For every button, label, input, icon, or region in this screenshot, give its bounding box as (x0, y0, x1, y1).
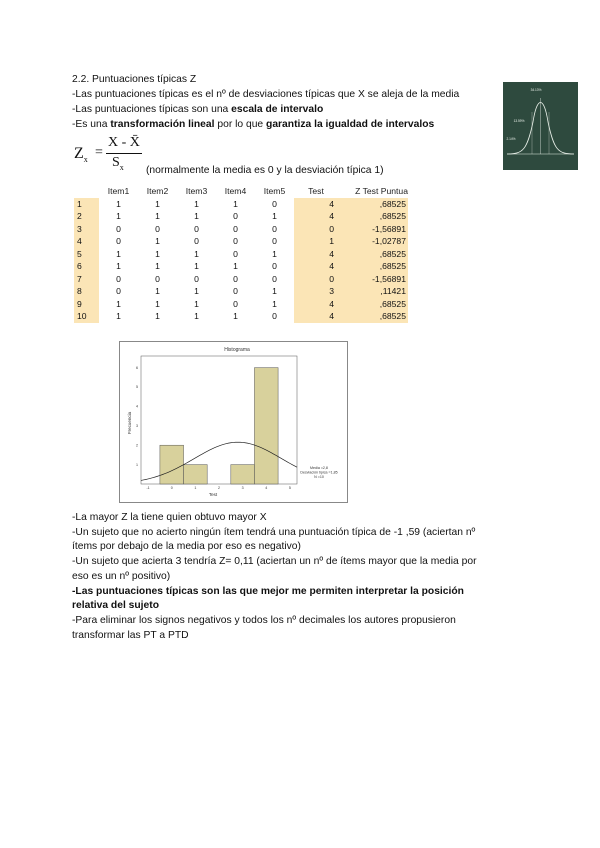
row-index: 1 (74, 198, 99, 211)
table-cell: 1 (155, 236, 160, 247)
table-cell: 0 (272, 261, 277, 272)
table-cell: 1 (272, 286, 277, 297)
table-cell: 0 (116, 273, 121, 284)
table-row (74, 235, 408, 248)
table-cell: 0 (272, 223, 277, 234)
scores-table (74, 185, 408, 323)
table-cell: 1 (233, 198, 238, 209)
table-cell: 1 (116, 311, 121, 322)
table-cell: 1 (116, 261, 121, 272)
table-cell: 4 (294, 310, 338, 323)
table-cell: 1 (194, 298, 199, 309)
row-index: 6 (74, 260, 99, 273)
table-cell: ,68525 (338, 260, 408, 273)
table-cell: 1 (272, 211, 277, 222)
y-tick-label: 4 (136, 404, 138, 409)
conclusions-line (72, 540, 301, 553)
conclusions-line (72, 570, 170, 583)
column-header: Z Test Puntua (355, 186, 408, 197)
formula-equals: = (95, 145, 103, 160)
table-cell: 1 (272, 248, 277, 259)
conclusions-line (72, 599, 159, 612)
histogram-bar (254, 368, 278, 484)
thumb-label-tail: 2.14% (506, 137, 516, 141)
table-cell: 1 (155, 261, 160, 272)
row-index: 8 (74, 285, 99, 298)
table-cell: 0 (294, 273, 338, 286)
column-header: Item1 (107, 186, 130, 197)
row-index: 2 (74, 210, 99, 223)
table-cell: 1 (155, 211, 160, 222)
conclusions-line (72, 555, 477, 568)
conclusions-line (72, 629, 189, 642)
normal-distribution-thumbnail (503, 82, 578, 170)
table-cell: 0 (155, 273, 160, 284)
table-cell: 1 (155, 298, 160, 309)
table-cell: -1,56891 (338, 273, 408, 286)
x-tick-label: 4 (265, 486, 268, 490)
histogram-bar (231, 465, 255, 484)
table-cell: -1,02787 (338, 235, 408, 248)
intro-line (72, 88, 459, 101)
table-cell: 0 (233, 286, 238, 297)
table-cell: ,68525 (338, 210, 408, 223)
thumb-label-mid: 13.59% (513, 119, 525, 123)
table-row (74, 260, 408, 273)
intro-text: por lo que (214, 119, 267, 130)
table-cell: 0 (233, 248, 238, 259)
table-cell: 0 (194, 236, 199, 247)
intro-line (72, 103, 323, 116)
conclusions-text: ítems por debajo de la media por eso es negativo) (72, 541, 301, 553)
column-header: Item5 (263, 186, 286, 197)
y-tick-label: 2 (136, 443, 138, 448)
chart-xlabel: Test (208, 492, 218, 497)
thumb-label-center: 34.13% (530, 88, 542, 92)
row-index: 3 (74, 223, 99, 236)
column-header: Item4 (224, 186, 247, 197)
table-cell: 1 (116, 211, 121, 222)
chart-ylabel: Frecuencia (127, 411, 132, 435)
table-header-row (74, 185, 408, 198)
table-cell: 0 (272, 236, 277, 247)
intro-line (72, 118, 434, 131)
table-cell: 1 (155, 198, 160, 209)
y-tick-label: 5 (136, 385, 138, 390)
table-cell: 1 (116, 298, 121, 309)
table-cell: 1 (155, 286, 160, 297)
table-cell: 4 (294, 260, 338, 273)
table-cell: 1 (233, 261, 238, 272)
formula-denominator: $S_x$ (112, 155, 124, 172)
table-row (74, 273, 408, 286)
table-cell: 1 (294, 235, 338, 248)
conclusions-line (72, 585, 464, 598)
x-tick-label: 1 (194, 486, 197, 490)
table-cell: ,11421 (338, 285, 408, 298)
table-cell: 4 (294, 298, 338, 311)
table-cell: 0 (155, 223, 160, 234)
x-tick-label: 5 (288, 486, 291, 490)
table-row (74, 210, 408, 223)
table-cell: 1 (233, 311, 238, 322)
table-cell: ,68525 (338, 310, 408, 323)
conclusions-line (72, 526, 475, 539)
intro-text: -Es una (72, 119, 111, 130)
y-tick-label: 1 (136, 462, 138, 467)
table-cell: 1 (194, 286, 199, 297)
table-cell: 0 (233, 273, 238, 284)
table-cell: -1,56891 (338, 223, 408, 236)
table-row (74, 298, 408, 311)
table-cell: 4 (294, 198, 338, 211)
table-cell: 4 (294, 210, 338, 223)
intro-text: transformación lineal (110, 119, 215, 130)
column-header: Item3 (185, 186, 208, 197)
chart-title: Histograma (224, 347, 250, 353)
row-index: 10 (74, 310, 99, 323)
conclusions-text: relativa del sujeto (72, 600, 159, 612)
y-tick-label: 3 (136, 424, 138, 429)
conclusions-text: -La mayor Z la tiene quien obtuvo mayor X (72, 512, 267, 523)
table-cell: 1 (155, 311, 160, 322)
row-index: 4 (74, 235, 99, 248)
histogram-bar (184, 465, 208, 484)
conclusions-text: -Para eliminar los signos negativos y todos los nº decimales los autores propusieron (72, 614, 456, 626)
table-cell: 0 (233, 236, 238, 247)
table-cell: 3 (294, 285, 338, 298)
intro-text: -Las puntuaciones típicas son una (72, 104, 232, 115)
table-body (74, 198, 408, 323)
column-header: Test (308, 186, 324, 197)
histogram-bar (160, 445, 184, 484)
intro-text: garantiza la igualdad de intervalos (266, 119, 435, 130)
table-cell: 1 (194, 248, 199, 259)
histogram-chart (119, 341, 348, 503)
table-cell: 0 (272, 273, 277, 284)
formula-note: (normalmente la media es 0 y la desviación típica 1) (146, 165, 384, 176)
conclusions-line (72, 614, 456, 627)
table-cell: 0 (272, 311, 277, 322)
table-row (74, 223, 408, 236)
conclusions-text: transformar las PT a PTD (72, 629, 189, 641)
table-cell: 4 (294, 248, 338, 261)
intro-text: -Las puntuaciones típicas es el nº de desviaciones típicas que X se aleja de la media (72, 89, 460, 100)
row-index: 9 (74, 298, 99, 311)
table-cell: 0 (116, 286, 121, 297)
x-tick-label: 2 (218, 486, 220, 490)
table-row (74, 285, 408, 298)
conclusions-text: -Un sujeto que no acierto ningún ítem tendrá una puntuación típica de -1 ,59 (aciertan nº (72, 526, 476, 538)
table-cell: 0 (233, 298, 238, 309)
formula-lhs: $Z_x$ (74, 145, 88, 165)
legend-sd: Desviación típica =1,85 (300, 470, 338, 475)
table-cell: 1 (194, 211, 199, 222)
table-cell: 0 (194, 273, 199, 284)
intro-text: escala de intervalo (231, 104, 324, 115)
z-formula (74, 133, 144, 175)
table-cell: 0 (272, 198, 277, 209)
row-index: 5 (74, 248, 99, 261)
table-cell: ,68525 (338, 198, 408, 211)
table-cell: 1 (194, 311, 199, 322)
table-cell: 1 (194, 261, 199, 272)
fraction-bar (106, 153, 142, 154)
table-row (74, 310, 408, 323)
formula-numerator: X - X̄ (108, 135, 140, 150)
table-cell: 1 (116, 198, 121, 209)
conclusions-text: eso es un nº positivo) (72, 570, 171, 582)
table-cell: 0 (294, 223, 338, 236)
table-cell: 0 (194, 223, 199, 234)
table-cell: 1 (194, 198, 199, 209)
row-index: 7 (74, 273, 99, 286)
table-cell: 0 (233, 211, 238, 222)
x-tick-label: 0 (170, 486, 173, 490)
conclusions-line (72, 511, 267, 524)
table-row (74, 248, 408, 261)
y-tick-label: 6 (136, 365, 138, 370)
table-cell: 1 (116, 248, 121, 259)
conclusions-text: -Las puntuaciones típicas son las que mejor me permiten interpretar la posición (72, 585, 464, 597)
table-cell: 1 (155, 248, 160, 259)
x-tick-label: -1 (146, 486, 150, 490)
table-cell: ,68525 (338, 248, 408, 261)
legend-n: N =10 (314, 475, 324, 479)
conclusions-text: -Un sujeto que acierta 3 tendría Z= 0,11 (aciertan un nº de ítems mayor que la media por (72, 556, 477, 568)
x-tick-label: 3 (241, 486, 244, 490)
table-cell: 0 (116, 223, 121, 234)
table-cell: ,68525 (338, 298, 408, 311)
column-header: Item2 (146, 186, 169, 197)
section-heading: 2.2. Puntuaciones típicas Z (72, 74, 197, 85)
table-cell: 0 (116, 236, 121, 247)
table-cell: 1 (272, 298, 277, 309)
column-header (74, 185, 99, 198)
table-row (74, 198, 408, 211)
table-cell: 0 (233, 223, 238, 234)
legend-mean: Media =2,8 (310, 466, 328, 470)
